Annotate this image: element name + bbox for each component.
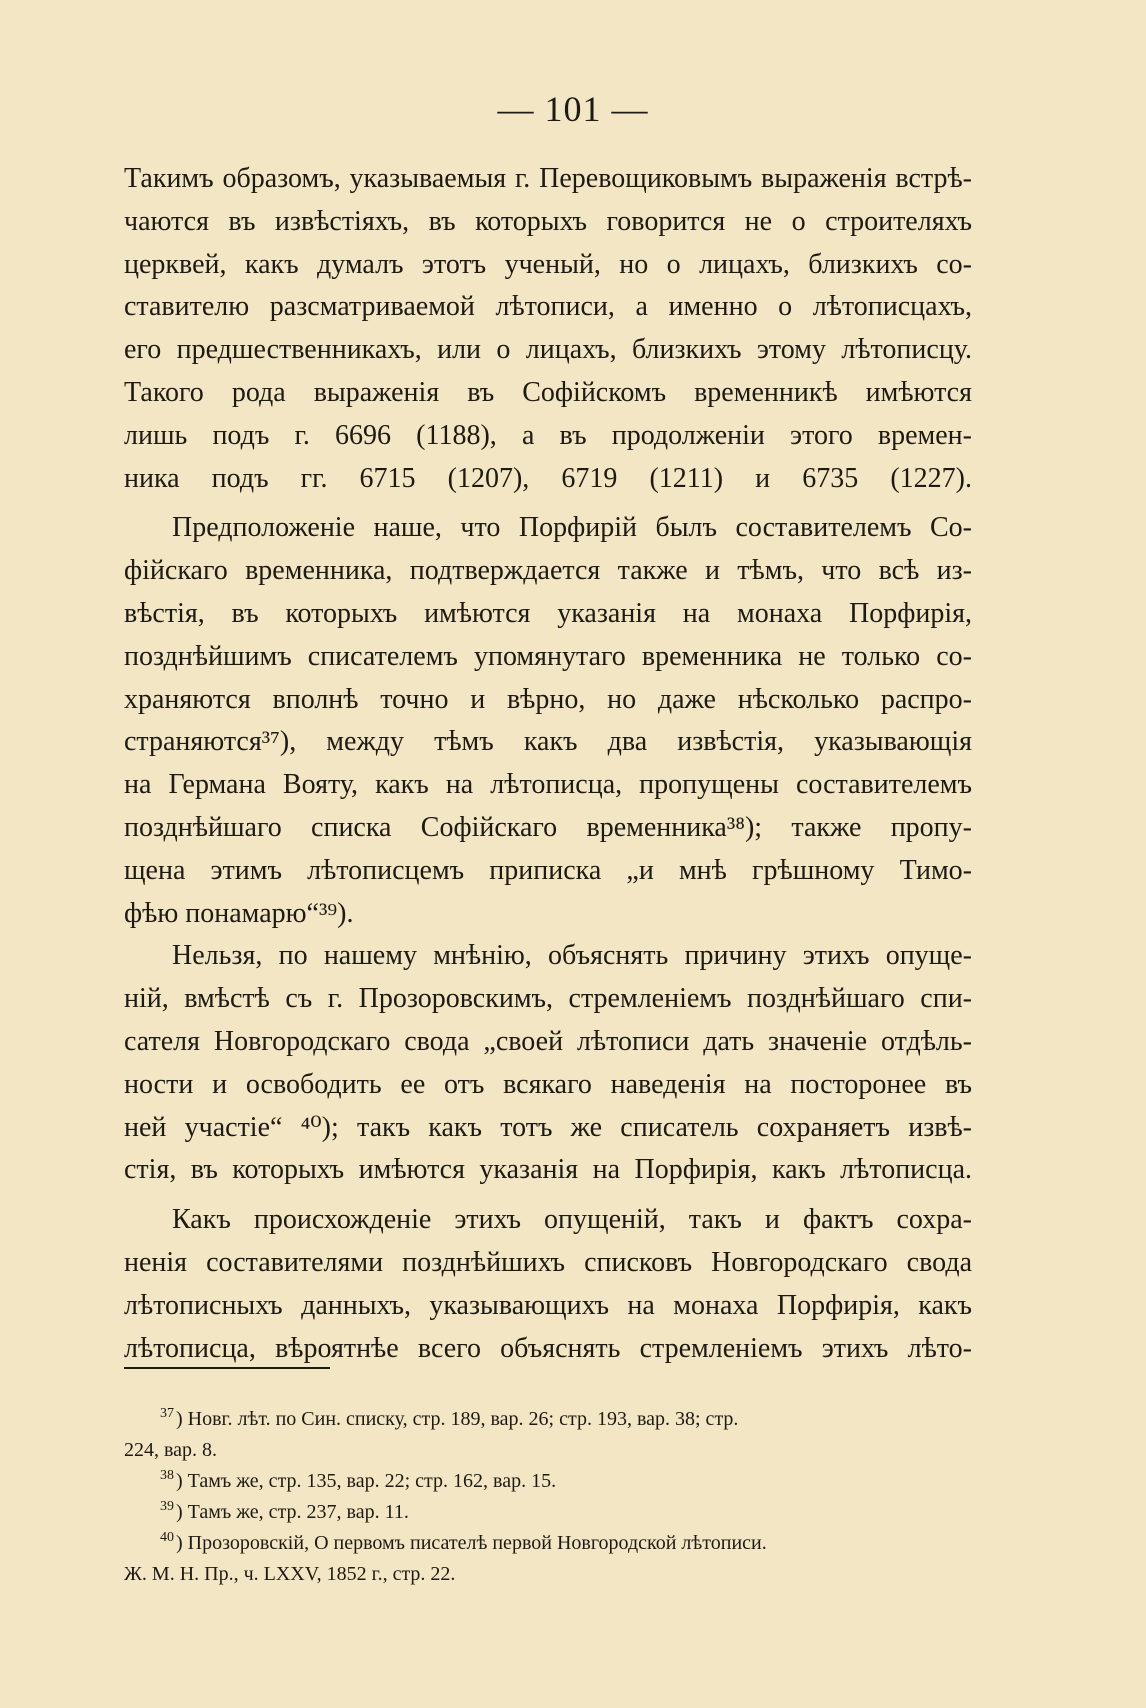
footnote-line xyxy=(124,1435,972,1466)
text-line: фѣю понамарю“³⁹). xyxy=(124,897,354,929)
footnote-text: Ж. М. Н. Пр., ч. LXXV, 1852 г., стр. 22. xyxy=(124,1563,456,1585)
text-line: ненія составителями позднѣйшихъ списковъ Новгородскаго свода xyxy=(124,1246,972,1278)
footnote-text: ) Прозоровскій, О первомъ писателѣ первой Новгородской лѣтописи. xyxy=(176,1532,767,1554)
footnote-line xyxy=(124,1466,972,1497)
text-line: его предшественникахъ, или о лицахъ, близкихъ этому лѣтописцу. xyxy=(124,334,972,366)
text-line: на Германа Вояту, какъ на лѣтописца, пропущены составителемъ xyxy=(124,769,972,801)
text-line: ности и освободить ее отъ всякаго наведенія на посторонее въ xyxy=(124,1068,972,1100)
body-text xyxy=(124,158,972,1370)
text-line: позднѣйшаго списка Софійскаго временника³⁸); также пропу- xyxy=(124,811,972,843)
text-line: фійскаго временника, подтверждается также и тѣмъ, что всѣ из- xyxy=(124,555,972,587)
text-line: лѣтописныхъ данныхъ, указывающихъ на монаха Порфирія, какъ xyxy=(124,1289,972,1321)
text-line: ставителю разсматриваемой лѣтописи, а именно о лѣтописцахъ, xyxy=(124,291,972,323)
text-line: лишь подъ г. 6696 (1188), а въ продолженіи этого времен- xyxy=(124,419,972,451)
footnote-divider xyxy=(124,1367,330,1369)
text-line: храняются вполнѣ точно и вѣрно, но даже нѣсколько распро- xyxy=(124,683,972,715)
text-line: стія, въ которыхъ имѣются указанія на Порфирія, какъ лѣтописца. xyxy=(124,1154,972,1186)
footnote-mark: 40 xyxy=(160,1530,174,1545)
footnotes xyxy=(124,1404,972,1590)
text-line: страняются³⁷), между тѣмъ какъ два извѣстія, указывающія xyxy=(124,726,972,758)
footnote-line xyxy=(124,1559,972,1590)
footnote-text: 224, вар. 8. xyxy=(124,1439,218,1461)
footnote-text: ) Новг. лѣт. по Син. списку, стр. 189, вар. 26; стр. 193, вар. 38; стр. xyxy=(176,1408,739,1430)
text-line: лѣтописца, вѣроятнѣе всего объяснять стремленіемъ этихъ лѣто- xyxy=(124,1332,972,1364)
text-line: Какъ происхожденіе этихъ опущеній, такъ и фактъ сохра- xyxy=(172,1204,972,1236)
text-line: ней участіе“ ⁴⁰); такъ какъ тотъ же списатель сохраняетъ извѣ- xyxy=(124,1111,972,1143)
page-number: — 101 — xyxy=(497,89,649,129)
text-line: сателя Новгородскаго свода „своей лѣтописи дать значеніе отдѣль- xyxy=(124,1025,972,1057)
text-line: чаются въ извѣстіяхъ, въ которыхъ говорится не о строителяхъ xyxy=(124,205,972,237)
footnote-mark: 37 xyxy=(160,1406,174,1421)
text-line: ника подъ гг. 6715 (1207), 6719 (1211) и 6735 (1227). xyxy=(124,462,972,494)
text-line: вѣстія, въ которыхъ имѣются указанія на монаха Порфирія, xyxy=(124,597,972,629)
footnote-text: ) Тамъ же, стр. 135, вар. 22; стр. 162, вар. 15. xyxy=(176,1470,557,1492)
text-line: Нельзя, по нашему мнѣнію, объяснять причину этихъ опуще- xyxy=(172,940,972,972)
footnote-mark: 39 xyxy=(160,1499,174,1514)
footnote-line xyxy=(124,1528,972,1559)
paragraph-gap xyxy=(124,1192,972,1199)
text-line: ній, вмѣстѣ съ г. Прозоровскимъ, стремленіемъ позднѣйшаго спи- xyxy=(124,983,972,1015)
text-line: позднѣйшимъ списателемъ упомянутаго временника не только со- xyxy=(124,640,972,672)
footnote-mark: 38 xyxy=(160,1468,174,1483)
text-line: Такимъ образомъ, указываемыя г. Перевощиковымъ выраженія встрѣ- xyxy=(124,163,972,194)
text-line: Предположеніе наше, что Порфирій былъ составителемъ Со- xyxy=(172,512,972,544)
text-line: Такого рода выраженія въ Софійскомъ временникѣ имѣются xyxy=(124,376,972,408)
footnote-line xyxy=(124,1497,972,1528)
text-line: церквей, какъ думалъ этотъ ученый, но о лицахъ, близкихъ со- xyxy=(124,248,972,280)
footnote-line xyxy=(124,1404,972,1435)
paragraph-gap xyxy=(124,500,972,507)
text-line: щена этимъ лѣтописцемъ приписка „и мнѣ грѣшному Тимо- xyxy=(124,854,972,886)
footnote-text: ) Тамъ же, стр. 237, вар. 11. xyxy=(176,1501,409,1523)
